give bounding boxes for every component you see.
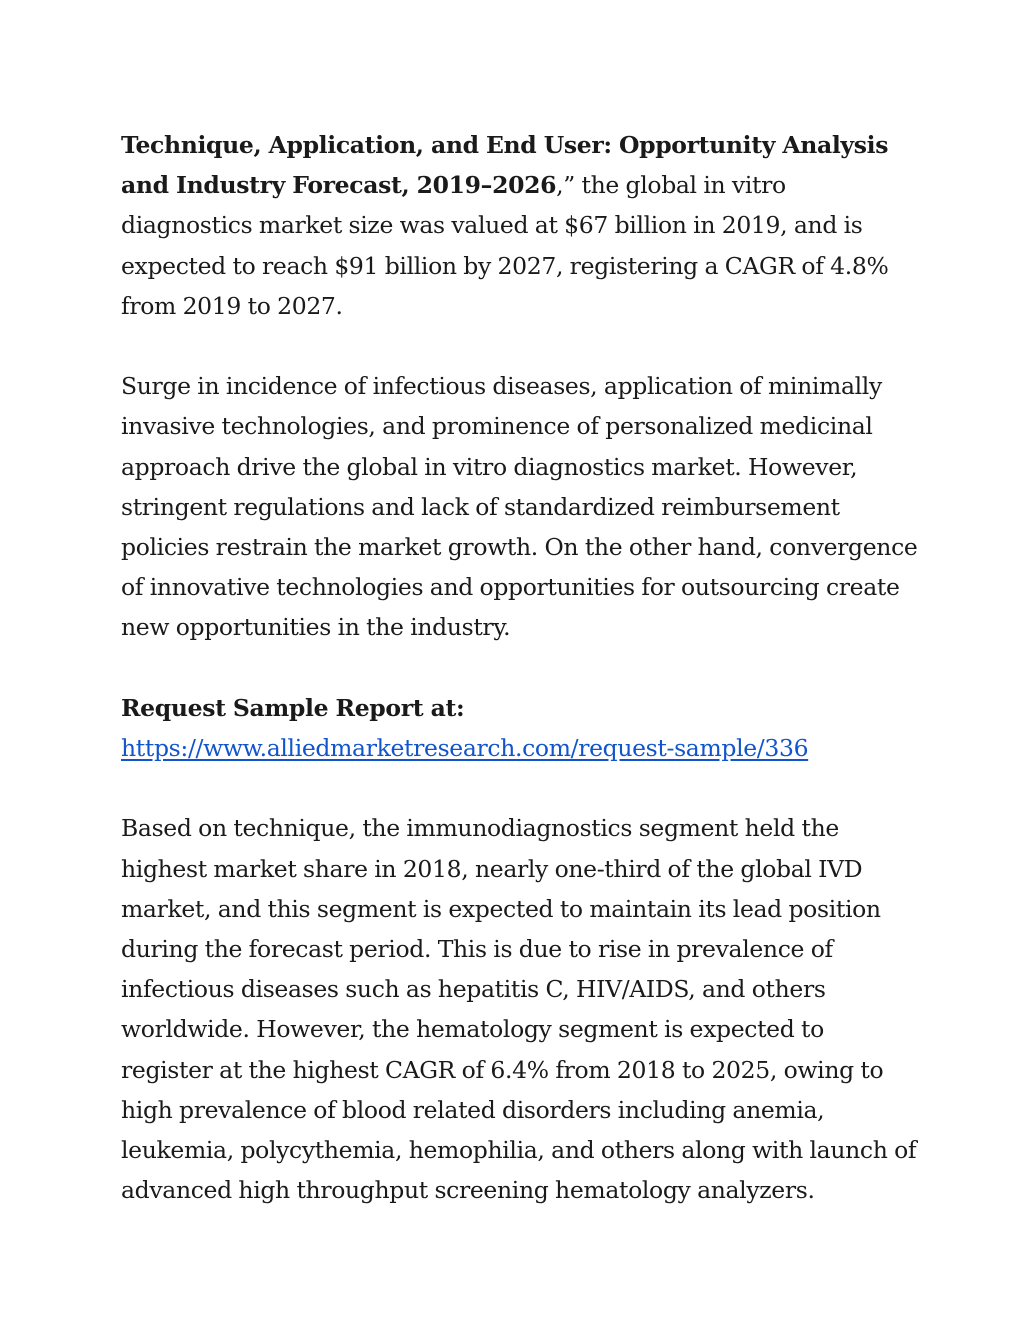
document-page [121,125,921,1210]
market-drivers-paragraph: Surge in incidence of infectious diseases, application of minimally invasive technologies, and prominence of personalized medicinal approach drive the global in vitro diagnostics market. However, stringent regulations and lack of standardized reimbursement policies restrain the market growth. On the other hand, convergence of innovative technologies and opportunities for outsourcing create new opportunities in the industry. [121,372,918,642]
request-sample-paragraph [121,688,921,768]
report-title-bold: Technique, Application, and End User: Opportunity Analysis and Industry Forecast, 2019–2026 [121,131,889,200]
request-sample-label: Request Sample Report at: [121,693,465,722]
intro-paragraph [121,125,921,326]
intro-market-size-text: ,” the global in vitro diagnostics market size was valued at $67 billion in 2019, and is expected to reach $91 billion by 2027, registering a CAGR of 4.8% from 2019 to 2027. [121,171,889,320]
technique-segment-paragraph: Based on technique, the immunodiagnostics segment held the highest market share in 2018, nearly one-third of the global IVD market, and this segment is expected to maintain its lead position during the forecast period. This is due to rise in prevalence of infectious diseases such as hepatitis C, HIV/AIDS, and others worldwide. However, the hematology segment is expected to register at the highest CAGR of 6.4% from 2018 to 2025, owing to high prevalence of blood related disorders including anemia, leukemia, polycythemia, hemophilia, and others along with launch of advanced high throughput screening hematology analyzers. [121,814,917,1205]
request-sample-link[interactable]: https://www.alliedmarketresearch.com/request-sample/336 [121,734,809,763]
